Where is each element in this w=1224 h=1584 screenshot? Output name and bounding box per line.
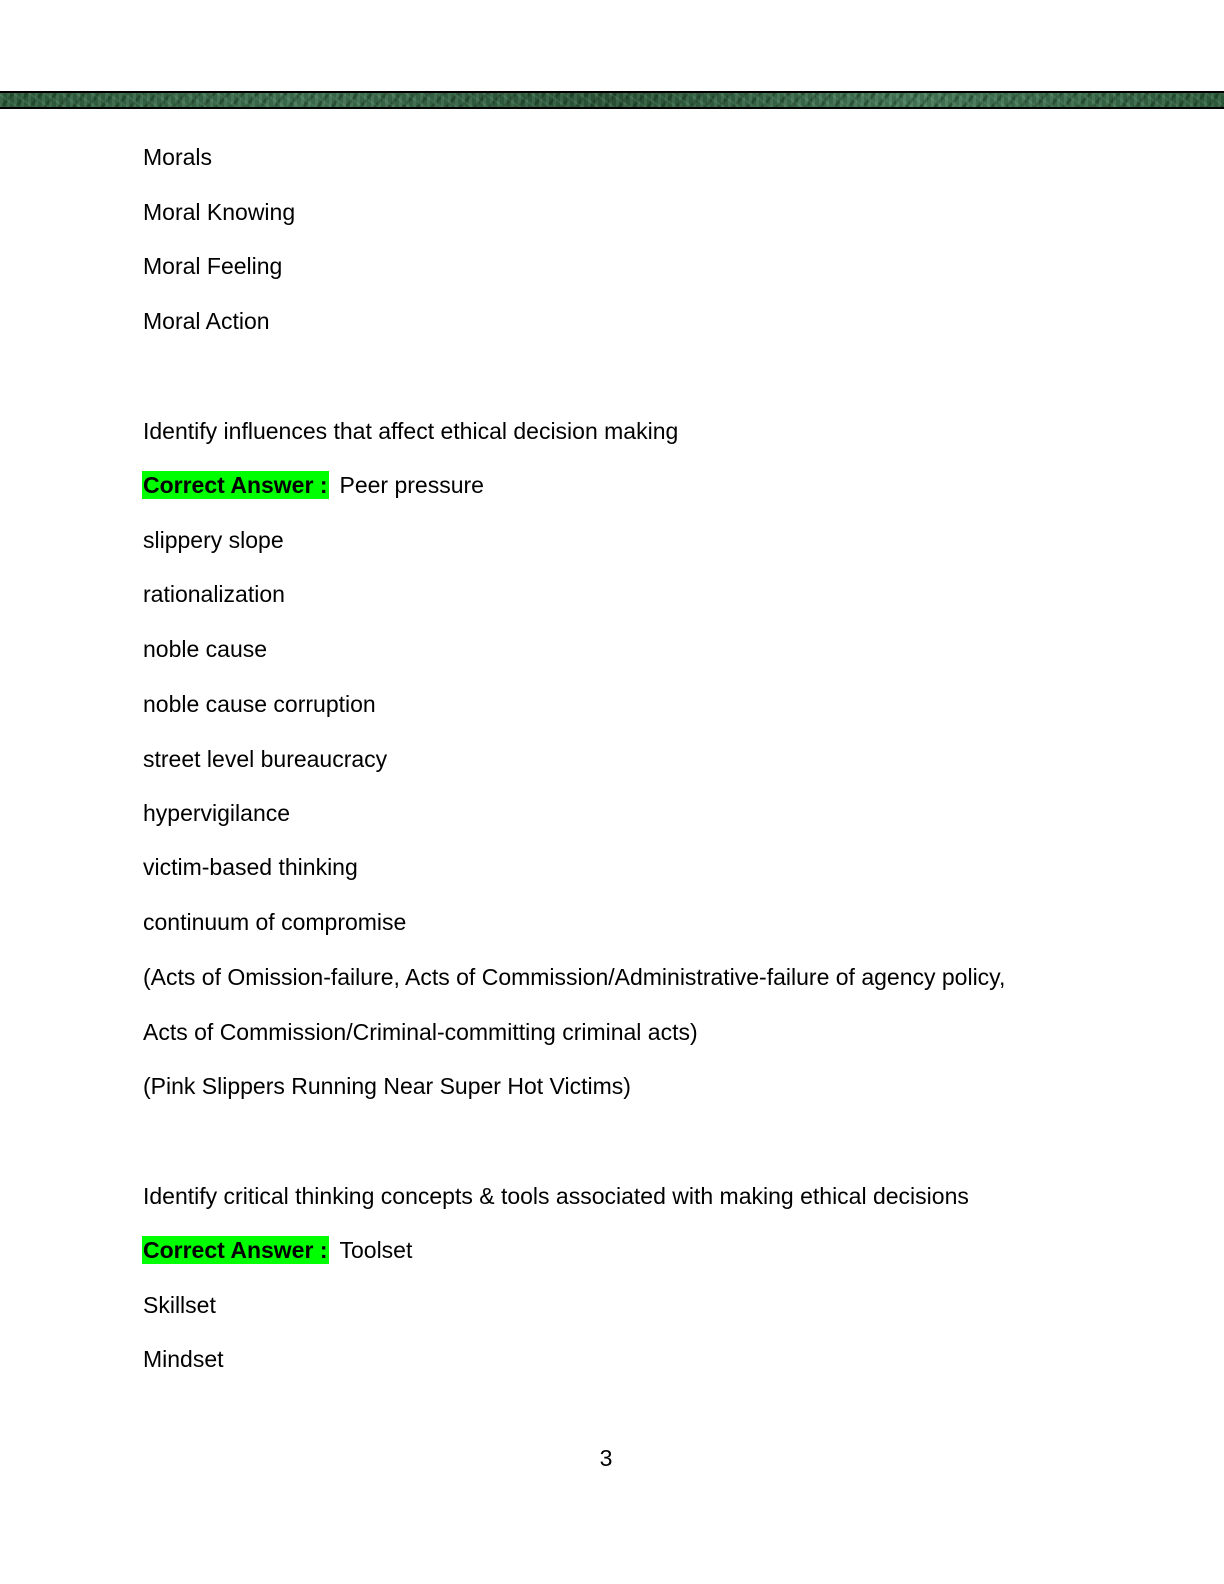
correct-answer-label: Correct Answer : bbox=[143, 472, 328, 498]
list-item: Moral Feeling bbox=[143, 253, 283, 279]
list-item: (Pink Slippers Running Near Super Hot Victims) bbox=[143, 1073, 631, 1099]
list-item: (Acts of Omission-failure, Acts of Commission/Administrative-failure of agency policy, bbox=[143, 964, 1006, 990]
correct-answer-label: Correct Answer : bbox=[143, 1237, 328, 1263]
list-item: Moral Action bbox=[143, 308, 270, 334]
list-item: Mindset bbox=[143, 1346, 224, 1372]
list-item: continuum of compromise bbox=[143, 909, 407, 935]
list-item: Skillset bbox=[143, 1292, 216, 1318]
answer-row-2 bbox=[143, 1236, 412, 1264]
list-item: rationalization bbox=[143, 581, 285, 607]
list-item: noble cause bbox=[143, 636, 268, 662]
list-item: slippery slope bbox=[143, 527, 284, 553]
list-item: Acts of Commission/Criminal-committing criminal acts) bbox=[143, 1019, 698, 1045]
list-item: street level bureaucracy bbox=[143, 746, 388, 772]
question-1: Identify influences that affect ethical decision making bbox=[143, 418, 679, 444]
list-item: Morals bbox=[143, 144, 213, 170]
list-item: noble cause corruption bbox=[143, 691, 376, 717]
header-decorative-bar bbox=[0, 91, 1224, 109]
correct-answer-text: Peer pressure bbox=[339, 472, 484, 498]
page-number: 3 bbox=[599, 1445, 613, 1471]
list-item: victim-based thinking bbox=[143, 854, 358, 880]
list-item: Moral Knowing bbox=[143, 199, 296, 225]
answer-row-1 bbox=[143, 471, 484, 499]
question-2: Identify critical thinking concepts & tools associated with making ethical decisions bbox=[143, 1183, 969, 1209]
list-item: hypervigilance bbox=[143, 800, 291, 826]
correct-answer-text: Toolset bbox=[339, 1237, 413, 1263]
